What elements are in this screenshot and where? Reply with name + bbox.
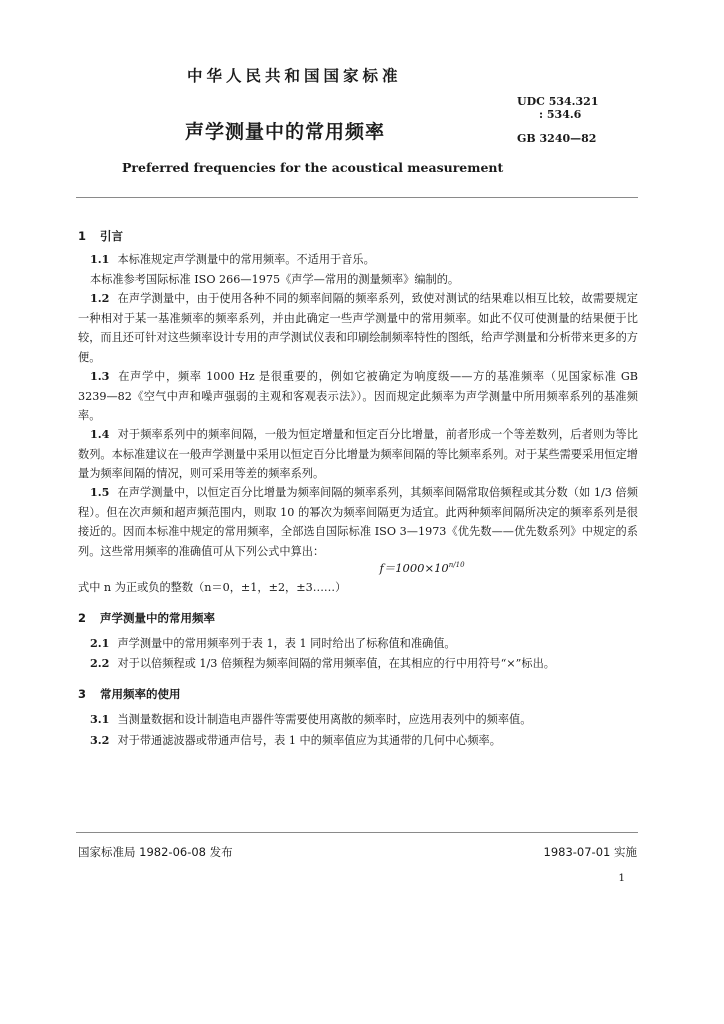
paragraph-1-3 [78, 367, 638, 426]
document-title: 声学测量中的常用频率 [185, 121, 386, 143]
paragraph-3-2 [78, 731, 638, 751]
paragraph-text: 本标准参考国际标准 ISO 266—1975《声学—常用的测量频率》编制的。 [90, 273, 460, 286]
section-number: 3 [78, 687, 87, 701]
paragraph-1-4 [78, 425, 638, 484]
paragraph-number: 2.1 [90, 636, 110, 650]
effective-date: 1983-07-01 实施 [543, 845, 637, 859]
paragraph-number: 2.2 [90, 656, 110, 670]
issue-date: 国家标准局 1982-06-08 发布 [78, 845, 233, 859]
formula-note [78, 578, 638, 598]
page-number: 1 [618, 872, 625, 884]
frequency-formula [0, 560, 724, 576]
paragraph-number: 1.1 [90, 252, 110, 266]
paragraph-1-5 [78, 483, 638, 561]
section-title: 常用频率的使用 [100, 687, 181, 701]
paragraph-number: 1.5 [90, 485, 110, 499]
section-title: 声学测量中的常用频率 [100, 611, 216, 625]
paragraph-text: 对于频率系列中的频率间隔，一般为恒定增量和恒定百分比增量，前者形成一个等差数列，后者则为等比数列。本标准建议在一般声学测量中采用以恒定百分比增量为频率间隔的等比频率系列。对于某些需要采用恒定增量为频率间隔的情况，则可采用等差的频率系列。 [78, 428, 638, 481]
paragraph-number: 1.2 [90, 291, 110, 305]
paragraph-1-1-b [78, 270, 638, 290]
formula-exponent: n/10 [448, 561, 465, 570]
formula-base: f＝1000×10 [379, 561, 449, 575]
paragraph-2-1 [78, 634, 638, 654]
paragraph-text: 在声学测量中，以恒定百分比增量为频率间隔的频率系列，其频率间隔常取倍频程或其分数（如 1/3 倍频程）。但在次声频和超声频范围内，则取 10 的幂次为频率间隔更为适宜。此两种频率间隔所决定的频率系列是很接近的。因而本标准中规定的常用频率，全部选自国际标准 ISO 3—1973《优先数——优先数系列》中规定的系列。这些常用频率的准确值可从下列公式中算出： [78, 486, 638, 558]
paragraph-1-1 [78, 250, 638, 270]
paragraph-text: 在声学中，频率 1000 Hz 是很重要的，例如它被确定为响度级——方的基准频率（见国家标准 GB 3239—82《空气中声和噪声强弱的主观和客观表示法》）。因而规定此频率为声学测量中所用频率系列的基准频率。 [78, 370, 638, 423]
paragraph-text: 式中 n 为正或负的整数（n＝0，±1，±2，±3……） [78, 581, 347, 594]
paragraph-text: 在声学测量中，由于使用各种不同的频率间隔的频率系列，致使对测试的结果难以相互比较，故需要规定一种相对于某一基准频率的频率系列，并由此确定一些声学测量中的常用频率。如此不仅可使测量的结果便于比较，而且还可针对这些频率设计专用的声学测试仪表和印刷绘制频率特性的图纸，给声学测量和分析带来更多的方便。 [78, 292, 638, 364]
section-heading-3 [78, 686, 181, 702]
paragraph-3-1 [78, 710, 638, 730]
paragraph-text: 声学测量中的常用频率列于表 1，表 1 同时给出了标称值和准确值。 [117, 637, 456, 650]
paragraph-text: 当测量数据和设计制造电声器件等需要使用离散的频率时，应选用表列中的频率值。 [117, 713, 532, 726]
english-title: Preferred frequencies for the acoustical measurement [122, 160, 504, 175]
footer-divider [76, 832, 638, 833]
paragraph-number: 3.1 [90, 712, 110, 726]
section-number: 2 [78, 611, 87, 625]
udc-line-1: UDC 534.321 [517, 95, 599, 108]
paragraph-1-2 [78, 289, 638, 367]
paragraph-text: 本标准规定声学测量中的常用频率。不适用于音乐。 [117, 253, 375, 266]
gb-number: GB 3240—82 [517, 132, 597, 145]
paragraph-2-2 [78, 654, 638, 674]
paragraph-number: 3.2 [90, 733, 110, 747]
paragraph-text: 对于以倍频程或 1/3 倍频程为频率间隔的常用频率值，在其相应的行中用符号“×”标出。 [117, 657, 555, 670]
header-divider [76, 197, 638, 198]
section-title: 引言 [100, 229, 124, 243]
section-heading-2 [78, 610, 215, 626]
udc-code [517, 95, 598, 121]
udc-line-2: : 534.6 [539, 108, 582, 121]
paragraph-number: 1.4 [90, 427, 110, 441]
standard-name: 中华人民共和国国家标准 [187, 67, 402, 85]
paragraph-number: 1.3 [90, 369, 110, 383]
section-number: 1 [78, 229, 87, 243]
section-heading-1 [78, 228, 123, 244]
paragraph-text: 对于带通滤波器或带通声信号，表 1 中的频率值应为其通带的几何中心频率。 [117, 734, 501, 747]
